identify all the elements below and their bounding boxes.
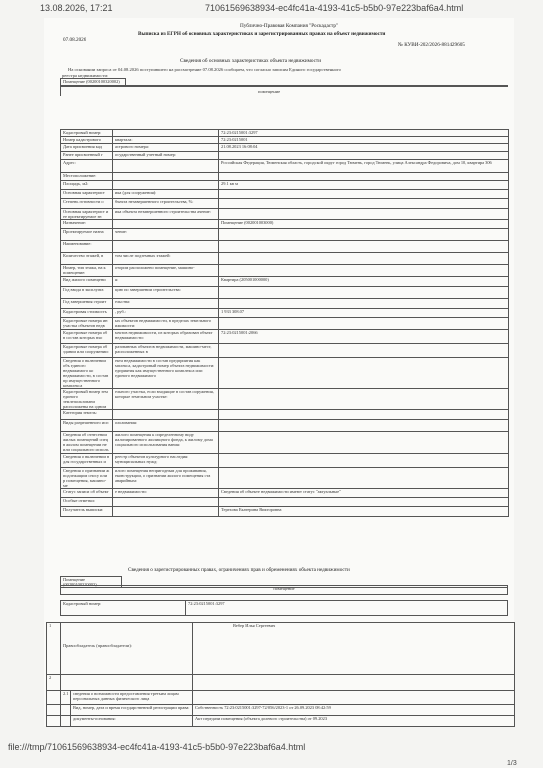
characteristics-mid bbox=[113, 498, 219, 507]
characteristics-row bbox=[61, 265, 509, 277]
characteristics-label: Сведения о включении в для государственных и bbox=[61, 454, 113, 468]
rights-row bbox=[47, 691, 515, 705]
characteristics-mid: ика объекта незавершенного строительства ачение: bbox=[113, 209, 219, 220]
characteristics-value bbox=[219, 173, 509, 181]
rights-row-value: Собственность 72:23:0215001:3297-72/056/2023-1 от 26.09.2023 08:42:59 bbox=[193, 705, 515, 716]
characteristics-mid: бъекта незавершенного строительства, %: bbox=[113, 199, 219, 209]
characteristics-label: Вид жилого помещени bbox=[61, 277, 113, 287]
characteristics-label: Категория земель: bbox=[61, 410, 113, 420]
characteristics-value: Квартира (205001000000) bbox=[219, 277, 509, 287]
characteristics-row bbox=[61, 507, 509, 517]
characteristics-label: Количество этажей, в bbox=[61, 253, 113, 265]
characteristics-value: Терехова Екатерина Викторовна bbox=[219, 507, 509, 517]
characteristics-label: Проектируемое назна bbox=[61, 229, 113, 241]
rights-row-gutter bbox=[47, 691, 61, 705]
section2-cad-label: Кадастровый номер: bbox=[61, 601, 186, 616]
characteristics-mid bbox=[113, 173, 219, 181]
characteristics-row bbox=[61, 318, 509, 330]
intro-line-1: На основании запроса от 04.08.2026 поступившего на рассмотрение 07.08.2026 сообщаем, что согласно записям Единого государственного bbox=[68, 67, 341, 72]
characteristics-row bbox=[61, 277, 509, 287]
characteristics-value bbox=[219, 468, 509, 489]
characteristics-row bbox=[61, 420, 509, 432]
characteristics-row bbox=[61, 220, 509, 229]
characteristics-mid: , руб.: bbox=[113, 309, 219, 318]
characteristics-mid bbox=[113, 410, 219, 420]
characteristics-mid bbox=[113, 181, 219, 190]
rights-row-value: Акт передачи помещения (объекта долевого строительства) от 09.2023 bbox=[193, 716, 515, 727]
characteristics-label: Основная характерист и ее проектируемое зн bbox=[61, 209, 113, 220]
rights-row-label: Вид, номер, дата и время государственной регистрации права: bbox=[71, 705, 193, 716]
characteristics-value: 21.08.2023 16:08:04 bbox=[219, 144, 509, 152]
characteristics-value: 72:23:0215001:3297 bbox=[219, 130, 509, 137]
characteristics-value bbox=[219, 299, 509, 309]
characteristics-mid: цию по завершении строительства: bbox=[113, 287, 219, 299]
characteristics-value bbox=[219, 253, 509, 265]
characteristics-row bbox=[61, 358, 509, 389]
section1-tab: Помещение (00200100320002) bbox=[61, 79, 126, 86]
characteristics-row bbox=[61, 199, 509, 209]
characteristics-mid: ользования: bbox=[113, 420, 219, 432]
characteristics-mid: ых объектов недвижимости, в пределах земельного ижимости: bbox=[113, 318, 219, 330]
characteristics-label: Виды разрешенного исп bbox=[61, 420, 113, 432]
characteristics-value bbox=[219, 287, 509, 299]
characteristics-label: Кадастровые номера ин участка объектов недв bbox=[61, 318, 113, 330]
characteristics-row bbox=[61, 253, 509, 265]
rights-row-num bbox=[61, 705, 71, 716]
characteristics-row bbox=[61, 181, 509, 190]
characteristics-mid: я: bbox=[113, 277, 219, 287]
characteristics-row bbox=[61, 389, 509, 410]
characteristics-label: Год ввода в эксплуата bbox=[61, 287, 113, 299]
characteristics-mid: реестр объектов культурного наследия: муниципальных нужд: bbox=[113, 454, 219, 468]
characteristics-row bbox=[61, 489, 509, 498]
owner-label: Правообладатель (правообладатели): bbox=[61, 623, 193, 675]
rights-row-num: 2.1 bbox=[61, 691, 71, 705]
characteristics-label: Номер кадастрового bbox=[61, 137, 113, 144]
characteristics-label: Адрес: bbox=[61, 160, 113, 173]
characteristics-row bbox=[61, 190, 509, 199]
characteristics-value bbox=[219, 229, 509, 241]
characteristics-mid bbox=[113, 130, 219, 137]
characteristics-row bbox=[61, 330, 509, 344]
characteristics-value: 29.1 кв м bbox=[219, 181, 509, 190]
characteristics-mid: разованных объектов недвижимости, машино-мест, расположенных в bbox=[113, 344, 219, 358]
characteristics-value: 1 933 308.07 bbox=[219, 309, 509, 318]
print-footer-url: file:///tmp/71061569638934-ec4fc41a-4193-41c5-b5b0-97e223baf6a4.html bbox=[8, 742, 306, 752]
characteristics-mid bbox=[113, 160, 219, 173]
characteristics-value: 72:23:0215001:2066 bbox=[219, 330, 509, 344]
section2-heading-table bbox=[60, 585, 508, 595]
characteristics-value bbox=[219, 190, 509, 199]
characteristics-label: Статус записи об объект bbox=[61, 489, 113, 498]
characteristics-value: Сведения об объекте недвижимости имеют статус "актуальные" bbox=[219, 489, 509, 498]
characteristics-label: Ранее присвоенный г bbox=[61, 152, 113, 160]
rights-row-gutter bbox=[47, 705, 61, 716]
characteristics-label: Основная характерист bbox=[61, 190, 113, 199]
characteristics-row bbox=[61, 432, 509, 454]
characteristics-row bbox=[61, 130, 509, 137]
intro-line-2: реестра недвижимости: bbox=[62, 73, 109, 78]
characteristics-label: Степень готовности о bbox=[61, 199, 113, 209]
section2-cad-table bbox=[60, 600, 508, 616]
characteristics-label: Кадастровые номера об здании или сооружении: bbox=[61, 344, 113, 358]
characteristics-label: Кадастровый номер зем единого землепользовани расположены на одном bbox=[61, 389, 113, 410]
rights-row bbox=[47, 705, 515, 716]
characteristics-mid: том числе подземных этажей: bbox=[113, 253, 219, 265]
rights-row-num bbox=[61, 716, 71, 727]
characteristics-row bbox=[61, 287, 509, 299]
characteristics-value bbox=[219, 498, 509, 507]
characteristics-row bbox=[61, 309, 509, 318]
characteristics-mid bbox=[113, 241, 219, 253]
characteristics-value bbox=[219, 432, 509, 454]
company-name: Публично-Правовая Компания "Роскадастр" bbox=[240, 23, 339, 29]
owner-value: Вебер Илья Сергеевич bbox=[193, 623, 515, 675]
characteristics-row bbox=[61, 209, 509, 220]
section1-heading-table bbox=[60, 86, 508, 96]
characteristics-value bbox=[219, 454, 509, 468]
characteristics-value: Помещение (002001003000) bbox=[219, 220, 509, 229]
characteristics-mid bbox=[113, 507, 219, 517]
print-doc-title: 71061569638934-ec4fc41a-4193-41c5-b5b0-97e223baf6a4.html bbox=[205, 3, 464, 13]
characteristics-label: Кадастровый номер: bbox=[61, 130, 113, 137]
characteristics-label: Год завершения строит bbox=[61, 299, 113, 309]
characteristics-value bbox=[219, 318, 509, 330]
rights-index-2: 2 bbox=[47, 675, 61, 691]
characteristics-value bbox=[219, 410, 509, 420]
characteristics-value bbox=[219, 265, 509, 277]
characteristics-table bbox=[60, 129, 509, 517]
characteristics-row bbox=[61, 454, 509, 468]
characteristics-mid: ъектов недвижимости, из которых образован объект недвижимости: bbox=[113, 330, 219, 344]
characteristics-mid: екта недвижимости в состав предприятия как мплекса, кадастровый номер объекта недвижимости: едприятия как имущественного комплекса или единого недвижимого bbox=[113, 358, 219, 389]
print-datetime: 13.08.2026, 17:21 bbox=[40, 3, 113, 13]
rights-row-value bbox=[193, 691, 515, 705]
characteristics-row bbox=[61, 498, 509, 507]
section2-cad-value: 72:23:0215001:3297 bbox=[186, 601, 508, 616]
section1-heading: помещение bbox=[258, 89, 281, 94]
characteristics-mid: илого помещения непригодным для проживания, еконструкции, о признании жилого помещения ста аварийным: bbox=[113, 468, 219, 489]
characteristics-mid: жилого помещения к определенному виду иализированного жилищного фонда, к жилому дома социального использования вания: bbox=[113, 432, 219, 454]
characteristics-value bbox=[219, 420, 509, 432]
print-page-counter: 1/3 bbox=[507, 760, 517, 767]
characteristics-mid: осударственный учетный номер: bbox=[113, 152, 219, 160]
characteristics-label: Площадь, м2: bbox=[61, 181, 113, 190]
document-number: № КУВИ-202/2026-881429605 bbox=[398, 42, 465, 48]
characteristics-label: Кадастровые номера об в состав которых вхо bbox=[61, 330, 113, 344]
characteristics-row bbox=[61, 229, 509, 241]
characteristics-value bbox=[219, 152, 509, 160]
rights-index-1: 1 bbox=[47, 623, 61, 675]
characteristics-row bbox=[61, 299, 509, 309]
characteristics-row bbox=[61, 160, 509, 173]
characteristics-label: Кадастровая стоимость bbox=[61, 309, 113, 318]
characteristics-row bbox=[61, 468, 509, 489]
characteristics-row bbox=[61, 344, 509, 358]
document-title: Выписка из ЕГРН об основных характеристиках и зарегистрированных правах на объект недвижимости bbox=[138, 31, 386, 37]
characteristics-row bbox=[61, 241, 509, 253]
characteristics-mid: е недвижимости: bbox=[113, 489, 219, 498]
characteristics-row bbox=[61, 144, 509, 152]
rights-row-label: документы-основания: bbox=[71, 716, 193, 727]
rights-row-gutter bbox=[47, 716, 61, 727]
characteristics-value bbox=[219, 209, 509, 220]
characteristics-label: Номер, тип этажа, на к помещение: bbox=[61, 265, 113, 277]
characteristics-value bbox=[219, 344, 509, 358]
characteristics-value bbox=[219, 358, 509, 389]
rights-row-label: сведения о возможности предоставления третьим лицам персональных данных физического лица bbox=[71, 691, 193, 705]
rights-subtitle: Сведения о зарегистрированных правах, ограничениях прав и обременениях объекта недвижимости bbox=[128, 567, 350, 573]
characteristics-label: Дата присвоения кад bbox=[61, 144, 113, 152]
characteristics-value bbox=[219, 241, 509, 253]
characteristics-value: Российская Федерация, Тюменская область, городской округ город Тюмень, город Тюмень, улица Александра Федоровича, дом 10, квартира 306 bbox=[219, 160, 509, 173]
characteristics-value: 72:23:0215001 bbox=[219, 137, 509, 144]
characteristics-label: Сведения о признании ж подлежащим сносу или р помещения, машино-ме bbox=[61, 468, 113, 489]
characteristics-label: Сведения о включении объ единого недвижимого ко недвижимости, в состав пр имущественного комплекса bbox=[61, 358, 113, 389]
characteristics-label: Местоположение: bbox=[61, 173, 113, 181]
characteristics-label: Сведения об отнесении жилых помещений спец в жилом помещении не или социального исполь bbox=[61, 432, 113, 454]
characteristics-row bbox=[61, 410, 509, 420]
characteristics-row bbox=[61, 152, 509, 160]
section2-heading: помещение bbox=[61, 586, 508, 595]
extract-date: 07.08.2026 bbox=[63, 37, 87, 43]
section1-tab-table bbox=[60, 78, 508, 86]
characteristics-label: Получатель выписки: bbox=[61, 507, 113, 517]
section-subtitle: Сведения об основных характеристиках объекта недвижимости bbox=[180, 58, 321, 64]
characteristics-value bbox=[219, 199, 509, 209]
characteristics-mid: чение: bbox=[113, 229, 219, 241]
characteristics-mid: ика (для сооружения): bbox=[113, 190, 219, 199]
characteristics-label: Наименование: bbox=[61, 241, 113, 253]
characteristics-mid: астрового номера: bbox=[113, 144, 219, 152]
characteristics-value bbox=[219, 389, 509, 410]
characteristics-label: Особые отметки: bbox=[61, 498, 113, 507]
characteristics-label: Назначение: bbox=[61, 220, 113, 229]
characteristics-mid: отором расположено помещение, машино- bbox=[113, 265, 219, 277]
rights-table bbox=[46, 622, 515, 727]
characteristics-mid bbox=[113, 220, 219, 229]
characteristics-mid: квартала: bbox=[113, 137, 219, 144]
section2-tab: Помещение (00200100320003) bbox=[61, 577, 122, 588]
characteristics-row bbox=[61, 137, 509, 144]
characteristics-row bbox=[61, 173, 509, 181]
rights-row bbox=[47, 716, 515, 727]
characteristics-mid: ельного участка, если входящие в состав ооружения, которые земельном участке: bbox=[113, 389, 219, 410]
characteristics-mid: ельства: bbox=[113, 299, 219, 309]
